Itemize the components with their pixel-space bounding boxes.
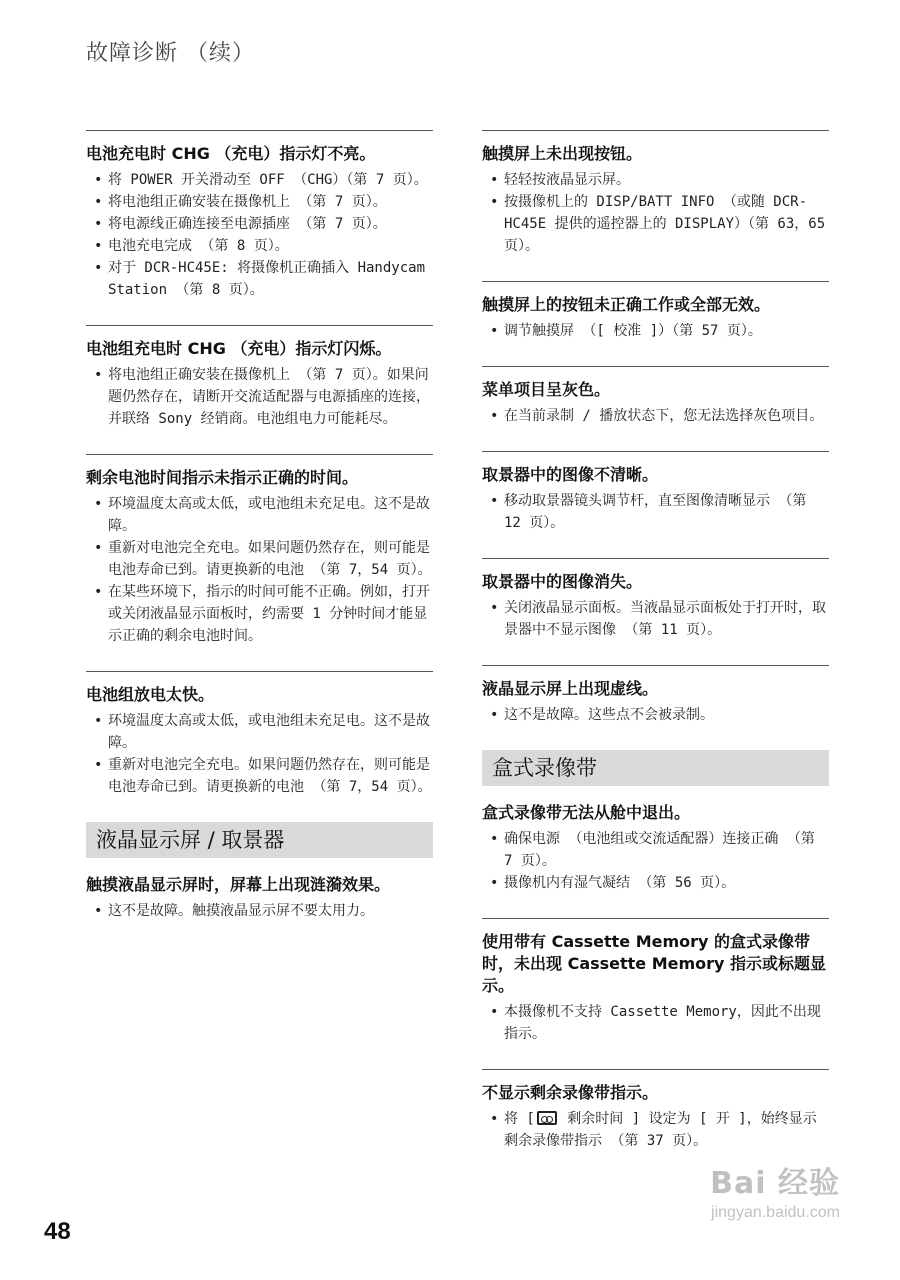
bullet-list [482,169,829,257]
section-ripple [86,858,433,922]
watermark-url: jingyan.baidu.com [711,1204,840,1221]
page-number: 48 [44,1218,71,1245]
list-item: • 将电池组正确安装在摄像机上 （第 7 页）。 [94,191,433,213]
item-text-prefix: 将 [ [504,1111,535,1127]
section-title: 电池充电时 CHG （充电）指示灯不亮。 [86,144,376,163]
section-title: 使用带有 Cassette Memory 的盒式录像带时，未出现 Cassette Memory 指示或标题显示。 [482,932,827,995]
section-title: 剩余电池时间指示未指示正确的时间。 [86,468,359,487]
cassette-icon [537,1111,557,1125]
list-item: • 在当前录制 / 播放状态下，您无法选择灰色项目。 [490,405,829,427]
list-item: • 对于 DCR-HC45E: 将摄像机正确插入 Handycam Station （第 8 页）。 [94,257,433,301]
section-chg-flashing [86,325,433,430]
list-item: • 按摄像机上的 DISP/BATT INFO （或随 DCR-HC45E 提供的遥控器上的 DISPLAY）（第 63，65 页）。 [490,191,829,257]
section-title: 盒式录像带无法从舱中退出。 [482,803,691,822]
list-item: • 这不是故障。触摸液晶显示屏不要太用力。 [94,900,433,922]
list-item: • 将电源线正确连接至电源插座 （第 7 页）。 [94,213,433,235]
section-title: 菜单项目呈灰色。 [482,380,611,399]
section-title: 触摸屏上的按钮未正确工作或全部无效。 [482,295,771,314]
section-cassette-memory [482,918,829,1045]
list-item: • 环境温度太高或太低，或电池组未充足电。这不是故障。 [94,493,433,537]
list-item: • 重新对电池完全充电。如果问题仍然存在，则可能是电池寿命已到。请更换新的电池 （第 7，54 页）。 [94,754,433,798]
bullet-list [86,900,433,922]
list-item: • 环境温度太高或太低，或电池组未充足电。这不是故障。 [94,710,433,754]
section-title: 电池组充电时 CHG （充电）指示灯闪烁。 [86,339,392,358]
section-battery-discharge [86,671,433,798]
section-title: 触摸液晶显示屏时，屏幕上出现涟漪效果。 [86,875,391,894]
section-band-cassette: 盒式录像带 [482,750,829,786]
bullet-list [86,493,433,647]
bullet-list [482,405,829,427]
section-battery-time [86,454,433,647]
left-column [86,130,433,946]
bullet-list [482,597,829,641]
section-viewfinder-disappears [482,558,829,641]
section-title: 触摸屏上未出现按钮。 [482,144,643,163]
section-title: 不显示剩余录像带指示。 [482,1083,659,1102]
bullet-list [482,1108,829,1152]
section-title: 取景器中的图像消失。 [482,572,643,591]
list-item: • 关闭液晶显示面板。当液晶显示面板处于打开时，取景器中不显示图像 （第 11 页）。 [490,597,829,641]
item-text-suffix: 剩余时间 ] 设定为 [ 开 ]，始终显示剩余录像带指示 （第 37 页）。 [504,1111,817,1149]
list-item: • 摄像机内有湿气凝结 （第 56 页）。 [490,872,829,894]
bullet-list [86,710,433,798]
list-item: • 本摄像机不支持 Cassette Memory，因此不出现指示。 [490,1001,829,1045]
section-band-lcd-viewfinder: 液晶显示屏 / 取景器 [86,822,433,858]
section-chg-not-lit [86,130,433,301]
section-menu-gray [482,366,829,427]
bullet-list [482,320,829,342]
watermark [710,1158,840,1222]
list-item: • 轻轻按液晶显示屏。 [490,169,829,191]
list-item: • 将 POWER 开关滑动至 OFF （CHG）（第 7 页）。 [94,169,433,191]
page-header: 故障诊断 （续） [86,41,255,66]
list-item [490,1108,829,1152]
right-column [482,130,829,1176]
list-item: • 将电池组正确安装在摄像机上 （第 7 页）。如果问题仍然存在，请断开交流适配器与电源插座的连接，并联络 Sony 经销商。电池组电力可能耗尽。 [94,364,433,430]
bullet-list [482,704,829,726]
list-item: • 确保电源 （电池组或交流适配器）连接正确 （第 7 页）。 [490,828,829,872]
bullet-list [482,490,829,534]
bullet-list [86,364,433,430]
section-title: 液晶显示屏上出现虚线。 [482,679,659,698]
section-dotted-lines [482,665,829,726]
section-buttons-not-working [482,281,829,342]
section-remaining-tape [482,1069,829,1152]
section-title: 电池组放电太快。 [86,685,215,704]
section-title: 取景器中的图像不清晰。 [482,465,659,484]
section-viewfinder-unclear [482,451,829,534]
list-item: • 这不是故障。这些点不会被录制。 [490,704,829,726]
bullet-list [86,169,433,301]
list-item: • 重新对电池完全充电。如果问题仍然存在，则可能是电池寿命已到。请更换新的电池 （第 7，54 页）。 [94,537,433,581]
section-no-buttons [482,130,829,257]
section-cassette-eject [482,786,829,894]
watermark-logo-text: Bai 经验 [710,1166,840,1201]
bullet-list [482,828,829,894]
list-item: • 在某些环境下，指示的时间可能不正确。例如，打开或关闭液晶显示面板时，约需要 1 分钟时间才能显示正确的剩余电池时间。 [94,581,433,647]
list-item: • 调节触摸屏 （[ 校准 ]）（第 57 页）。 [490,320,829,342]
bullet-list [482,1001,829,1045]
list-item: • 移动取景器镜头调节杆，直至图像清晰显示 （第 12 页）。 [490,490,829,534]
list-item: • 电池充电完成 （第 8 页）。 [94,235,433,257]
